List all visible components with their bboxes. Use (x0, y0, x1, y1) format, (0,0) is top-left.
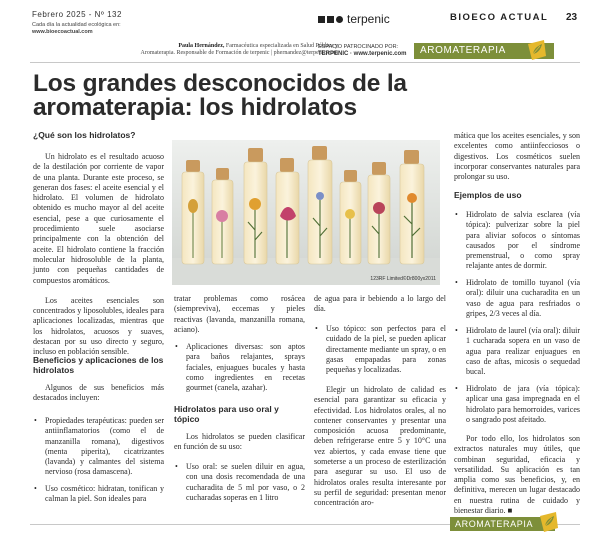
paragraph-wrap (174, 432, 305, 453)
bottles-illustration (172, 140, 440, 285)
magazine-name: BIOECO ACTUAL (450, 12, 549, 23)
column-3 (314, 294, 446, 315)
paragraph: Elegir un hidrolato de calidad es esencial para garantizar su eficacia y efectividad. Los hidrolatos orales, al no contener conservantes y presentar una composición acuosa predominante, deben refrigerarse entre 5 y 10°C una vez abiertos, y cada envase tiene que someterse a un proceso de esterilización para asegurar su uso. El uso de hidrolatos orales resulta interesante por su perfil de seguridad: presentan menor concentración aro- (314, 385, 446, 508)
author-role: Farmacéutica especializada en Salud Pública y (224, 43, 338, 49)
leaf-icon (536, 510, 560, 534)
author-role-2: Aromaterapia. Responsable de Formación de terpenic | phernandez@terpenic.com (140, 50, 338, 56)
column-4 (454, 131, 580, 182)
paragraph: Algunos de sus beneficios más destacados incluyen: (33, 383, 164, 403)
hydrosol-bottles-photo (172, 140, 440, 285)
paragraph-wrap (314, 385, 446, 509)
category-tag-bottom: AROMATERAPIA (450, 517, 555, 531)
list-item: • Hidrolato de jara (vía tópica): aplicar una gasa impregnada en el hidrolato para hemorroides, varices o sangrado post afeitado. (454, 384, 580, 425)
heading-oral-topical: Hidrolatos para uso oral y tópico (174, 404, 279, 424)
author-name: Paula Hernández, (178, 43, 225, 49)
list-item: • Aplicaciones diversas: son aptos para baños relajantes, sprays faciales, enjuagues bucales y hasta como ingredientes en recetas gourmet (canela, azahar). (174, 342, 305, 393)
heading-examples: Ejemplos de uso (454, 190, 522, 200)
paragraph-wrap (33, 383, 164, 404)
column-1 (33, 152, 164, 358)
page-header (0, 0, 610, 44)
list-item: • Hidrolato de salvia esclarea (vía tópica): pulverizar sobre la piel para aliviar sofocos o síntomas causados por el síndrome premenstrual, o como spray relajante antes de dormir. (454, 210, 580, 272)
paragraph: Los aceites esenciales son concentrados y liposolubles, ideales para aplicaciones localizadas, mientras que los hidrolatos, acuosos y suaves, destacan por su uso directo y seguro, incluso en población sensible. (33, 295, 164, 357)
heading-benefits: Beneficios y aplicaciones de los hidrolatos (33, 355, 164, 375)
leaf-icon (524, 38, 548, 62)
brand-logo (318, 12, 390, 26)
heading-intro: ¿Qué son los hidrolatos? (33, 130, 136, 140)
author-credit (138, 43, 338, 57)
issue-date: Febrero 2025 - Nº 132 (32, 10, 122, 19)
list-item: • Uso tópico: son perfectos para el cuidado de la piel, se pueden aplicar directamente mediante un spray, o en gasas empapadas para zonas pequeñas y localizadas. (314, 324, 446, 375)
paragraph: Los hidrolatos se pueden clasificar en función de su uso: (174, 432, 305, 452)
paragraph: mática que los aceites esenciales, y son excelentes como antiinfecciosos o digestivos. Los cosméticos suelen incorporar conservantes naturales para prolongar su uso. (454, 131, 580, 182)
sponsor-credit (318, 44, 406, 58)
sponsor-name: TERPENIC · www.terpenic.com (318, 51, 407, 57)
tagline-text: Cada día la actualidad ecológica en: (32, 22, 121, 28)
site-url: www.bioecoactual.com (32, 29, 93, 35)
category-tag-top: AROMATERAPIA (414, 43, 554, 59)
list-item: • Hidrolato de laurel (vía oral): diluir 1 cucharada sopera en un vaso de agua para realizar enjuagues en caso de aftas, micosis o sequedad bucal. (454, 326, 580, 377)
site-tagline (32, 22, 121, 36)
paragraph: tratar problemas como rosácea (siempreviva), eccemas y pieles reactivas (lavanda, manzanilla romana, aciano). (174, 294, 305, 334)
photo-credit: 123RF Limited©Dr800yx2011 (370, 276, 436, 282)
list-item: • Uso cosmético: hidratan, tonifican y calman la piel. Son ideales para (33, 484, 164, 505)
brand-name: terpenic (347, 12, 390, 26)
sponsor-label: ESPACIO PATROCINADO POR: (318, 44, 399, 50)
column-2 (174, 294, 305, 335)
paragraph: de agua para ir bebiendo a lo largo del día. (314, 294, 446, 314)
list-item: • Propiedades terapéuticas: pueden ser antiinflamatorios (como el de manzanilla romana), digestivos (menta piperita), cicatrizantes (lavanda) y calmantes del sistema nervioso (rosa damascena). (33, 416, 164, 478)
list-item: • Hidrolato de tomillo tuyanol (vía oral): diluir una cucharadita en un vaso de agua para resfriados o gripes, 2/3 veces al día. (454, 278, 580, 319)
closing-paragraph: Por todo ello, los hidrolatos son extractos naturales muy útiles, que combinan seguridad, eficacia y versatilidad. Su aplicación es tan amplia como sus beneficios, y, en definitiva, merecen un lugar destacado en nuestra rutina de cuidado y bienestar diario. ■ (454, 434, 580, 516)
page-number: 23 (566, 12, 578, 23)
paragraph: Un hidrolato es el resultado acuoso de la destilación por corriente de vapor de una planta. Durante este proceso, se generan dos fases: el aceite esencial y el hidrolato. El volumen de hidrolato obtenido es mucho mayor al del aceite esencial, pese a que curiosamente el procedimiento suele asociarse principalmente con la obtención del aceite. El hidrolato contiene la fracción molecular hidrosoluble de la planta, junto con pequeñas cantidades de compuestos aromáticos. (33, 152, 164, 285)
paragraph-wrap (454, 434, 580, 516)
header-divider (30, 62, 580, 63)
list-item: • Uso oral: se suelen diluir en agua, con una dosis recomendada de una cucharadita de 5 ml por vaso, o 2 cucharadas soperas en 1 litro (174, 462, 305, 503)
brand-mark-icon (318, 16, 343, 23)
article-title: Los grandes desconocidos de la aromaterapia: los hidrolatos (33, 70, 407, 121)
